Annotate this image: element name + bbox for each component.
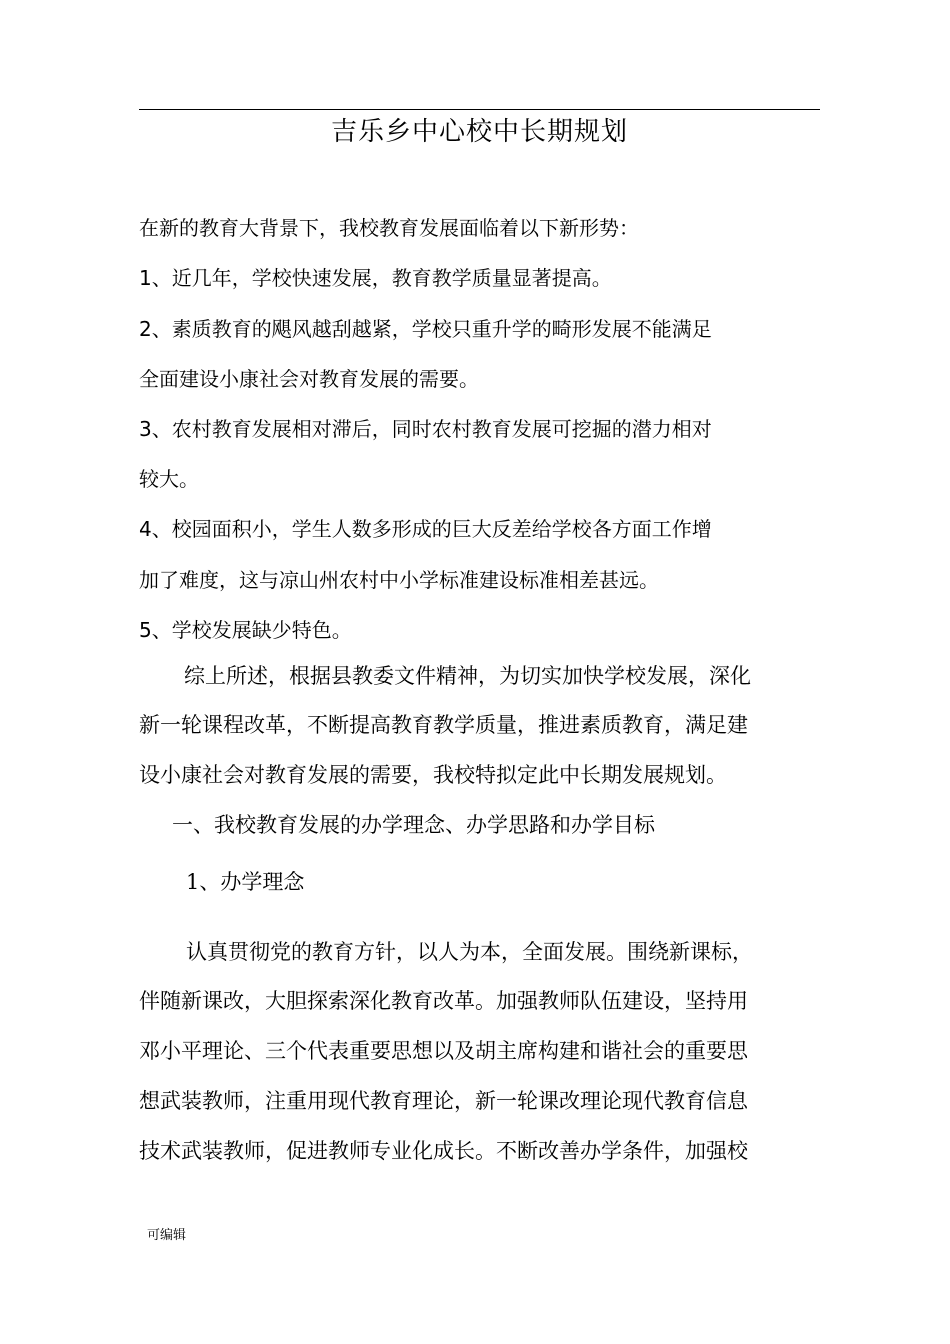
paragraph-line: 新一轮课程改革，不断提高教育教学质量，推进素质教育，满足建 [139,713,748,737]
paragraph-line: 想武装教师，注重用现代教育理论，新一轮课改理论现代教育信息 [139,1089,748,1113]
paragraph-line: 3、农村教育发展相对滞后，同时农村教育发展可挖掘的潜力相对 [139,417,712,441]
paragraph-line: 全面建设小康社会对教育发展的需要。 [139,367,479,391]
paragraph-line: 加了难度，这与凉山州农村中小学标准建设标准相差甚远。 [139,568,659,592]
subsection-heading: 1、办学理念 [186,870,305,894]
paragraph-line: 较大。 [139,467,199,491]
paragraph-line: 4、校园面积小，学生人数多形成的巨大反差给学校各方面工作增 [139,517,712,541]
page-title: 吉乐乡中心校中长期规划 [330,117,628,147]
paragraph-line: 伴随新课改，大胆探索深化教育改革。加强教师队伍建设，坚持用 [139,989,748,1013]
section-heading: 一、我校教育发展的办学理念、办学思路和办学目标 [172,813,655,837]
paragraph-line: 1、近几年，学校快速发展，教育教学质量显著提高。 [139,266,612,290]
paragraph-line: 5、学校发展缺少特色。 [139,618,352,642]
paragraph-line: 设小康社会对教育发展的需要，我校特拟定此中长期发展规划。 [139,763,727,787]
paragraph-line: 在新的教育大背景下，我校教育发展面临着以下新形势： [139,216,639,240]
footer-editable-note: 可编辑 [147,1228,187,1243]
paragraph-line: 综上所述，根据县教委文件精神，为切实加快学校发展，深化 [184,664,751,688]
paragraph-line: 认真贯彻党的教育方针，以人为本，全面发展。围绕新课标， [186,940,753,964]
paragraph-line: 邓小平理论、三个代表重要思想以及胡主席构建和谐社会的重要思 [139,1039,748,1063]
header-rule [139,109,820,110]
paragraph-line: 技术武装教师，促进教师专业化成长。不断改善办学条件，加强校 [139,1139,748,1163]
paragraph-line: 2、素质教育的飓风越刮越紧，学校只重升学的畸形发展不能满足 [139,317,712,341]
